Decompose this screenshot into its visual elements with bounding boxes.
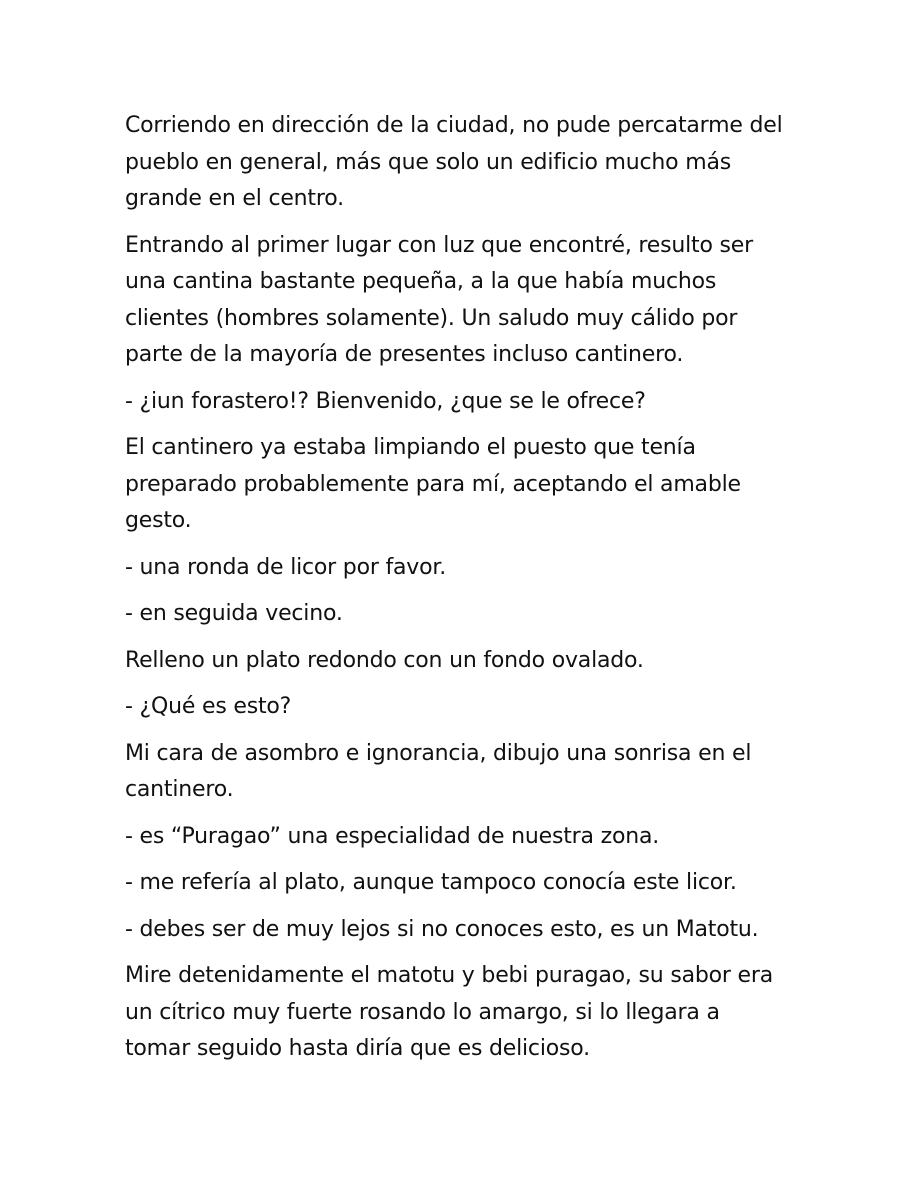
dialogue-line-4: - ¿Qué es esto? bbox=[125, 694, 292, 719]
document-body bbox=[125, 108, 785, 1078]
dialogue-line-7: - debes ser de muy lejos si no conoces esto, es un Matotu. bbox=[125, 916, 759, 942]
paragraph-4: Relleno un plato redondo con un fondo ovalado. bbox=[125, 647, 644, 673]
paragraph-3: El cantinero ya estaba limpiando el puesto que tenía preparado probablemente para mí, aceptando el amable gesto. bbox=[125, 435, 741, 533]
dialogue-line-1: - ¿iun forastero!? Bienvenido, ¿que se le ofrece? bbox=[125, 388, 646, 414]
paragraph-2: Entrando al primer lugar con luz que encontré, resulto ser una cantina bastante pequeña, a la que había muchos clientes (hombres solamente). Un saludo muy cálido por parte de la mayoría de presentes incluso cantinero. bbox=[125, 232, 753, 367]
paragraph-6: Mire detenidamente el matotu y bebi puragao, su sabor era un cítrico muy fuerte rosando lo amargo, si lo llegara a tomar seguido hasta diría que es delicioso. bbox=[125, 963, 773, 1061]
dialogue-line-3: - en seguida vecino. bbox=[125, 601, 343, 626]
dialogue-line-2: - una ronda de licor por favor. bbox=[125, 554, 446, 580]
dialogue-line-5: - es “Puragao” una especialidad de nuestra zona. bbox=[125, 823, 660, 849]
paragraph-5: Mi cara de asombro e ignorancia, dibujo una sonrisa en el cantinero. bbox=[125, 740, 752, 802]
dialogue-line-6: - me refería al plato, aunque tampoco conocía este licor. bbox=[125, 870, 737, 895]
paragraph-1: Corriendo en dirección de la ciudad, no pude percatarme del pueblo en general, más que solo un edificio mucho más grande en el centro. bbox=[125, 113, 783, 211]
